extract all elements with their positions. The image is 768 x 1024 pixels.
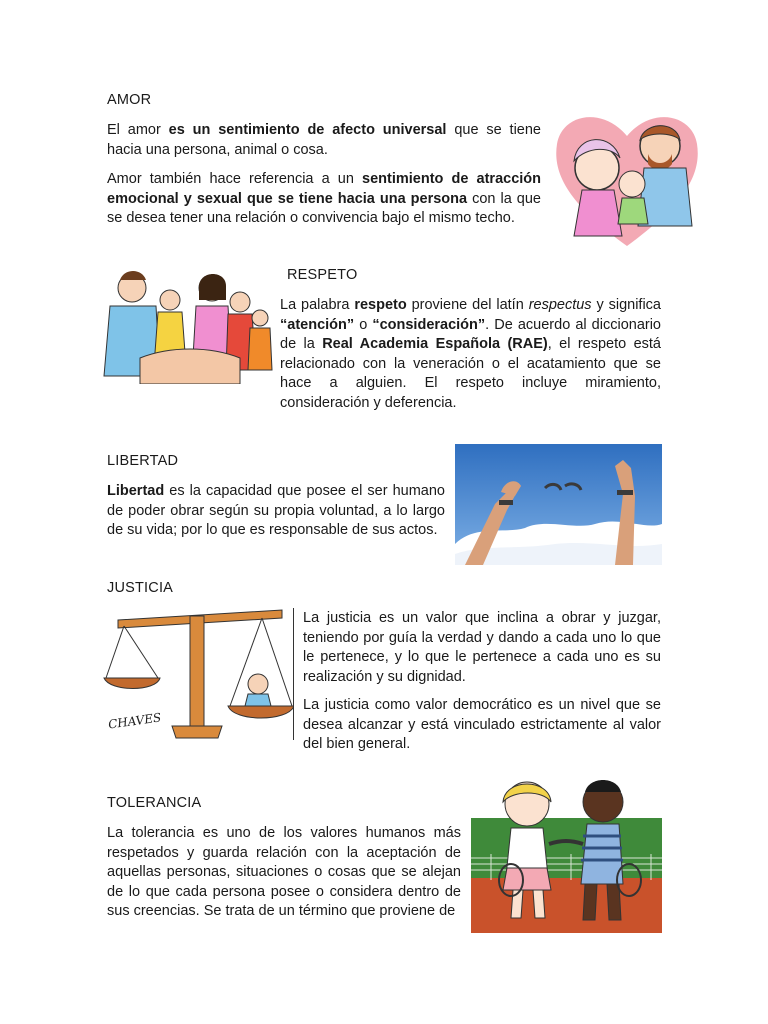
text-segment: o xyxy=(354,316,373,333)
heading-libertad: LIBERTAD xyxy=(107,453,179,469)
text-segment: . De acuerdo al diccionario de la xyxy=(280,316,662,352)
amor-illustration xyxy=(552,106,702,248)
heading-amor: AMOR xyxy=(107,92,152,108)
text-segment: Libertad xyxy=(107,483,165,499)
respeto-text xyxy=(280,297,661,411)
text-segment: “consideración” xyxy=(372,316,486,333)
text-segment: , el respeto está relacionado con la veneración o el acatamiento que se hace a alguien. El respeto incluye miramiento, consideración y deferencia. xyxy=(280,336,661,411)
text-segment: Amor también hace referencia a un xyxy=(107,171,363,187)
text-segment: Real Academia Española (RAE) xyxy=(322,336,548,352)
respeto-paragraph xyxy=(107,296,661,414)
libertad-paragraph xyxy=(107,482,445,541)
justicia-paragraph-2: La justicia como valor democrático es un nivel que se desea alcanzar y está vinculado estrictamente al valor del bien general. xyxy=(303,697,661,752)
artist-signature: CHAVES xyxy=(107,710,163,732)
heading-respeto: RESPETO xyxy=(287,267,358,283)
text-segment: con la que se desea tener una relación o convivencia bajo el mismo techo. xyxy=(107,190,541,226)
text-segment: “atención” xyxy=(280,316,355,333)
text-segment: respectus xyxy=(528,297,592,313)
respeto-float-spacer xyxy=(100,296,280,414)
heading-justicia: JUSTICIA xyxy=(107,580,174,596)
text-segment: que se tiene hacia una persona, animal o cosa. xyxy=(107,122,541,158)
justicia-paragraph-1: La justicia es un valor que inclina a obrar y juzgar, teniendo por guía la verdad y dando a cada uno lo que le pertenece, y lo que le pertenece a cada uno es su realización y su dignidad. xyxy=(303,610,661,685)
tolerancia-paragraph: La tolerancia es uno de los valores humanos más respetados y guarda relación con la aceptación de aquellas personas, situaciones o cosas que se alejan de lo que cada persona posee o considera dentro de sus creencias. Se trata de un término que proviene de xyxy=(107,825,461,919)
text-segment: respeto xyxy=(354,297,407,313)
text-segment: La palabra xyxy=(280,297,355,313)
justicia-divider xyxy=(293,608,294,740)
tolerancia-illustration xyxy=(471,768,662,933)
text-segment: y significa xyxy=(591,297,661,313)
text-segment: El amor xyxy=(107,122,169,138)
amor-paragraph-2 xyxy=(107,170,541,229)
text-segment: sentimiento de atracción emocional y sexual que se tiene hacia una persona xyxy=(107,171,542,207)
justicia-illustration xyxy=(102,606,294,742)
heading-tolerancia: TOLERANCIA xyxy=(107,795,202,811)
text-segment: es un sentimiento de afecto universal xyxy=(168,122,447,138)
libertad-photo xyxy=(455,444,662,565)
text-segment: es la capacidad que posee el ser humano de poder obrar según su propia voluntad, a lo largo de su vida; por lo que es responsable de sus actos. xyxy=(107,483,445,538)
text-segment: proviene del latín xyxy=(406,297,529,313)
amor-paragraph-1 xyxy=(107,121,541,160)
